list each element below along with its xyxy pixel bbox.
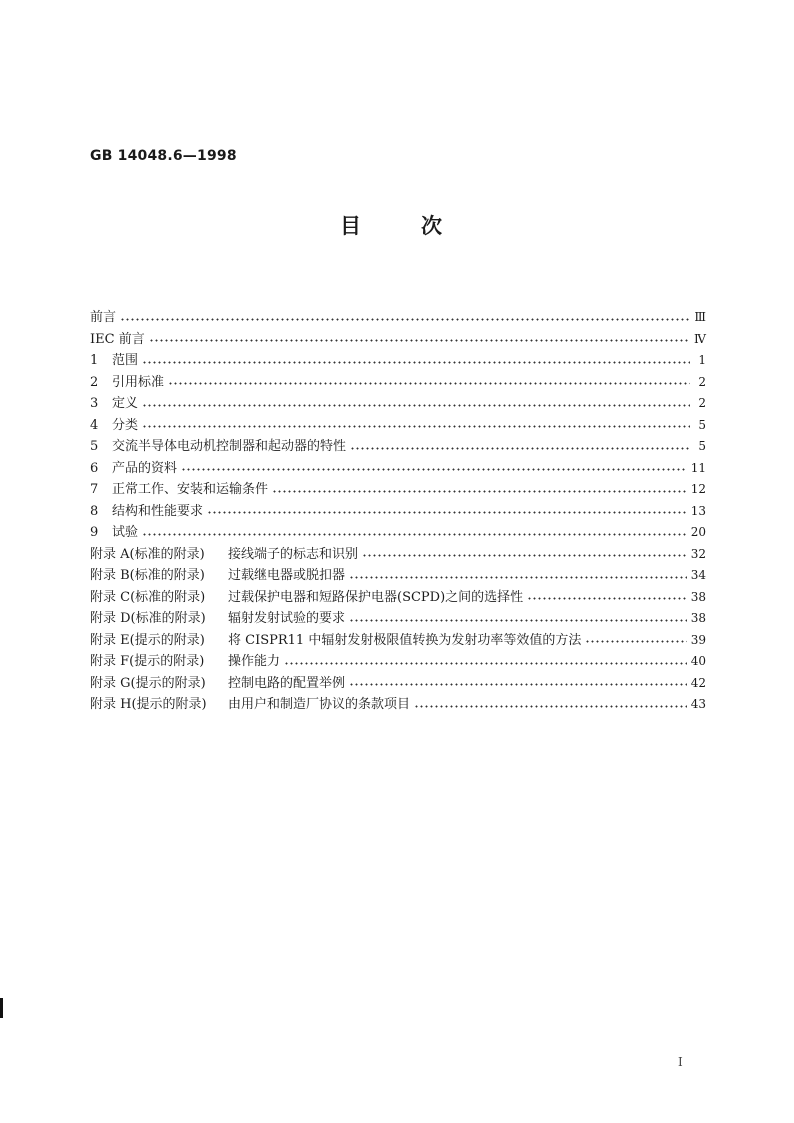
toc-entry-page: 5 [698,439,706,453]
toc-entry-page: Ⅲ [694,310,706,324]
toc-entry[interactable] [90,629,706,651]
toc-dot-leader [362,546,687,560]
toc-entry-page: 40 [690,654,706,668]
toc-entry-page: 5 [698,417,706,432]
toc-title-first: 目 [340,214,361,238]
toc-entry[interactable] [90,457,706,479]
toc-dot-leader [349,611,687,625]
toc-entry-title: 接线端子的标志和识别 [228,546,359,562]
toc-entry[interactable] [90,414,706,436]
toc-entry-number: 7 [90,482,99,497]
toc-entry-number: 3 [90,396,99,411]
toc-entry-page: 32 [690,546,706,561]
toc-dot-leader [168,374,690,388]
toc-dot-leader [414,697,687,711]
toc-entry-appendix-label: 附录 C(标准的附录) [90,589,206,605]
toc-entry[interactable] [90,435,706,457]
toc-entry-page: 11 [690,460,706,475]
toc-entry-page: 1 [698,353,706,367]
toc-entry-appendix-label: 附录 H(提示的附录) [90,697,207,712]
toc-entry[interactable] [90,650,706,672]
toc-entry[interactable] [90,693,706,715]
toc-entry-appendix-label: 附录 D(标准的附录) [90,611,206,626]
toc-dot-leader [272,482,687,496]
toc-entry-page: 43 [690,697,706,711]
page-number: Ⅰ [678,1055,683,1069]
toc-entry-title: 由用户和制造厂协议的条款项目 [228,697,411,712]
toc-entry-title: 控制电路的配置举例 [228,675,346,691]
toc-entry-title: 正常工作、安装和运输条件 [112,482,269,497]
toc-entry-number: 2 [90,374,99,390]
toc-dot-leader [142,396,690,410]
toc-entry[interactable] [90,586,706,608]
toc-entry[interactable] [90,478,706,500]
toc-entry-title: 分类 [112,417,139,433]
toc-entry-number: 9 [90,525,99,540]
toc-entry[interactable] [90,607,706,629]
toc-dot-leader [350,439,690,453]
toc-entry-number: 5 [90,439,99,454]
standard-code: GB 14048.6—1998 [90,148,237,164]
toc-entry-number: 8 [90,503,99,519]
toc-entry-number: 6 [90,460,99,476]
toc-entry-page: 12 [690,482,706,496]
toc-entry-page: 20 [690,525,706,539]
toc-entry-page: 39 [690,632,706,647]
toc-dot-leader [349,675,687,689]
toc-entry-title: 产品的资料 [112,460,178,476]
toc-entry-appendix-label: 附录 B(标准的附录) [90,568,205,583]
toc-dot-leader [142,353,690,367]
toc-entry[interactable] [90,500,706,522]
toc-entry-appendix-label: 附录 F(提示的附录) [90,654,205,669]
toc-title [340,210,442,240]
toc-entry[interactable] [90,672,706,694]
toc-entry[interactable] [90,371,706,393]
toc-entry-page: 2 [698,396,706,410]
toc-entry-title: 操作能力 [228,654,281,669]
toc-entry[interactable] [90,349,706,371]
toc-entry-appendix-label: 附录 E(提示的附录) [90,632,205,648]
toc-dot-leader [349,568,687,582]
table-of-contents [90,306,706,715]
toc-entry-title: IEC 前言 [90,331,145,347]
toc-entry-page: 2 [698,374,706,389]
toc-dot-leader [142,525,687,539]
toc-entry-number: 4 [90,417,99,433]
toc-dot-leader [149,331,690,345]
toc-entry[interactable] [90,328,706,350]
toc-entry-title: 前言 [90,310,117,325]
scan-margin-mark [0,998,3,1018]
toc-dot-leader [207,503,687,517]
toc-entry-title: 将 CISPR11 中辐射发射极限值转换为发射功率等效值的方法 [228,632,582,648]
toc-dot-leader [585,632,686,646]
toc-entry-page: 34 [690,568,706,582]
toc-entry-page: 38 [690,589,706,604]
toc-dot-leader [284,654,687,668]
toc-entry[interactable] [90,521,706,543]
toc-entry-title: 辐射发射试验的要求 [228,611,346,626]
toc-entry[interactable] [90,543,706,565]
toc-dot-leader [142,417,690,431]
toc-entry-title: 引用标准 [112,374,165,390]
toc-entry-page: Ⅳ [694,331,706,346]
toc-dot-leader [181,460,687,474]
toc-entry-title: 试验 [112,525,139,540]
toc-entry-number: 1 [90,353,99,368]
toc-entry-appendix-label: 附录 G(提示的附录) [90,675,206,691]
toc-entry[interactable] [90,392,706,414]
toc-dot-leader [527,589,687,603]
toc-entry-page: 13 [690,503,706,518]
toc-entry-title: 结构和性能要求 [112,503,204,519]
toc-entry-page: 42 [690,675,706,690]
toc-entry[interactable] [90,564,706,586]
toc-entry-title: 过载保护电器和短路保护电器(SCPD)之间的选择性 [228,589,524,605]
toc-entry[interactable] [90,306,706,328]
toc-entry-appendix-label: 附录 A(标准的附录) [90,546,205,562]
toc-entry-title: 交流半导体电动机控制器和起动器的特性 [112,439,347,454]
toc-dot-leader [120,310,690,324]
toc-entry-page: 38 [690,611,706,625]
toc-entry-title: 范围 [112,353,139,368]
toc-title-second: 次 [421,214,442,238]
toc-entry-title: 过载继电器或脱扣器 [228,568,346,583]
toc-entry-title: 定义 [112,396,139,411]
